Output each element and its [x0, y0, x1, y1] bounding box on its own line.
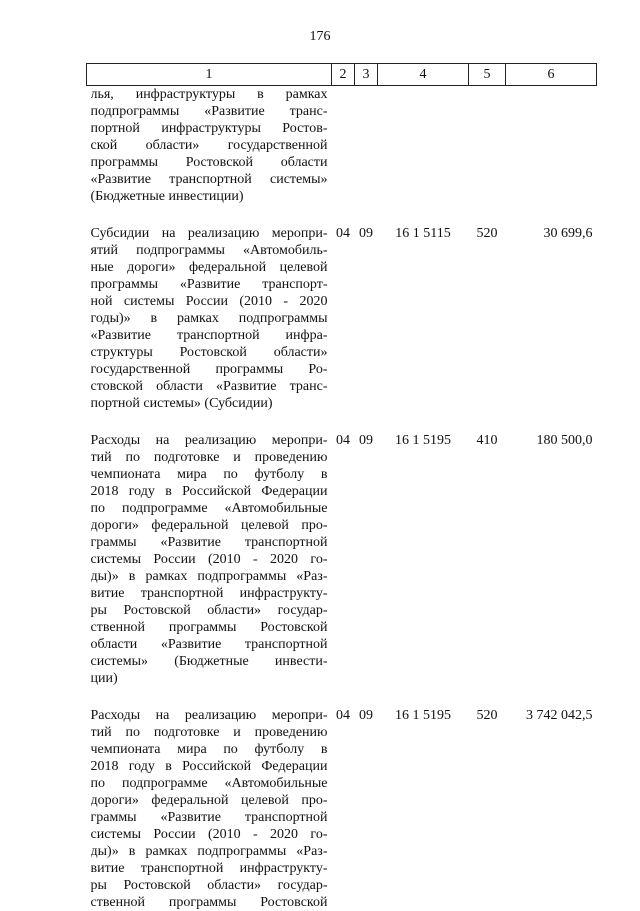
page-number: 176: [309, 29, 331, 44]
table-row: [87, 432, 597, 687]
row-description: [87, 225, 332, 412]
desc-line: системы России (2010 - 2020 го-: [90, 552, 328, 567]
cell-target-code: 16 1 5195: [395, 433, 451, 448]
desc-line: системы России (2010 - 2020 го-: [90, 827, 328, 842]
col-header-3: 3: [355, 64, 378, 86]
col-header-5: 5: [469, 64, 506, 86]
desc-line: ды)» в рамках подпрограммы «Раз-: [90, 844, 328, 859]
cell-subsection: [355, 86, 378, 206]
desc-line: 2018 году в Российской Федерации: [90, 759, 328, 774]
desc-line: Расходы на реализацию меропри-: [90, 708, 328, 723]
cell-section: [332, 86, 355, 206]
desc-line: ятий подпрограммы «Автомобиль-: [90, 243, 328, 258]
row-spacer: [87, 205, 597, 225]
desc-line-last: (Бюджетные инвестиции): [90, 189, 244, 204]
col-header-2: 2: [332, 64, 355, 86]
desc-line: чемпионата мира по футболу в: [90, 742, 328, 757]
cell-expense-type: 410: [476, 433, 498, 448]
desc-line: подпрограммы «Развитие транс-: [90, 104, 328, 119]
desc-line: ской области» государственной: [90, 138, 328, 153]
cell-target-code: 16 1 5195: [395, 708, 451, 723]
desc-line: структуры Ростовской области»: [90, 345, 328, 360]
cell-amount: 3 742 042,5: [526, 708, 593, 723]
desc-line: Расходы на реализацию меропри-: [90, 433, 328, 448]
desc-line: чемпионата мира по футболу в: [90, 467, 328, 482]
cell-expense-type: 520: [476, 226, 498, 241]
desc-line: Субсидии на реализацию меропри-: [90, 226, 328, 241]
cell-subsection: 09: [359, 433, 373, 448]
cell-subsection: 09: [359, 226, 373, 241]
desc-line: государственной программы Ро-: [90, 362, 328, 377]
desc-line: витие транспортной инфраструкту-: [90, 586, 328, 601]
cell-section: 04: [336, 708, 350, 723]
cell-subsection: 09: [359, 708, 373, 723]
cell-expense-type: 520: [476, 708, 498, 723]
desc-line: ные дороги» федеральной целевой: [90, 260, 328, 275]
desc-line: ры Ростовской области» государ-: [90, 878, 328, 893]
desc-line: годы)» в рамках подпрограммы: [90, 311, 328, 326]
desc-line: ры Ростовской области» государ-: [90, 603, 328, 618]
table-row: [87, 86, 597, 206]
row-description: [87, 86, 332, 206]
desc-line: программы Ростовской области: [90, 155, 328, 170]
cell-section: 04: [336, 433, 350, 448]
cell-expense-type: [469, 86, 506, 206]
desc-line: тий по подготовке и проведению: [90, 725, 328, 740]
cell-target-code: 16 1 5115: [395, 226, 451, 241]
desc-line: граммы «Развитие транспортной: [90, 535, 328, 550]
desc-line: области «Развитие транспортной: [90, 637, 328, 652]
desc-line: лья, инфраструктуры в рамках: [90, 87, 328, 102]
table-row: [87, 225, 597, 412]
desc-line-last: портной системы» (Субсидии): [90, 396, 273, 411]
desc-line: граммы «Развитие транспортной: [90, 810, 328, 825]
desc-line: тий по подготовке и проведению: [90, 450, 328, 465]
desc-line: по подпрограмме «Автомобильные: [90, 501, 328, 516]
cell-section: 04: [336, 226, 350, 241]
budget-table: [86, 63, 597, 911]
desc-line: ственной программы Ростовской: [90, 895, 328, 910]
row-spacer: [87, 412, 597, 432]
desc-line: витие транспортной инфраструкту-: [90, 861, 328, 876]
desc-line: дороги» федеральной целевой про-: [90, 793, 328, 808]
cell-amount: 30 699,6: [543, 226, 593, 241]
col-header-1: 1: [87, 64, 332, 86]
row-description: [87, 432, 332, 687]
col-header-4: 4: [378, 64, 469, 86]
desc-line: «Развитие транспортной инфра-: [90, 328, 328, 343]
desc-line: стовской области «Развитие транс-: [90, 379, 328, 394]
cell-amount: [506, 86, 597, 206]
desc-line: ной системы России (2010 - 2020: [90, 294, 328, 309]
desc-line: «Развитие транспортной системы»: [90, 172, 328, 187]
desc-line: портной инфраструктуры Ростов-: [90, 121, 328, 136]
desc-line: ственной программы Ростовской: [90, 620, 328, 635]
row-description: [87, 707, 332, 911]
cell-amount: 180 500,0: [536, 433, 593, 448]
desc-line: по подпрограмме «Автомобильные: [90, 776, 328, 791]
row-spacer: [87, 687, 597, 707]
table-row: [87, 707, 597, 911]
desc-line: системы» (Бюджетные инвести-: [90, 654, 328, 669]
desc-line: программы «Развитие транспорт-: [90, 277, 328, 292]
desc-line: 2018 году в Российской Федерации: [90, 484, 328, 499]
desc-line-last: ции): [90, 671, 118, 686]
desc-line: ды)» в рамках подпрограммы «Раз-: [90, 569, 328, 584]
header-row: [87, 64, 597, 86]
cell-target-code: [378, 86, 469, 206]
desc-line: дороги» федеральной целевой про-: [90, 518, 328, 533]
col-header-6: 6: [506, 64, 597, 86]
